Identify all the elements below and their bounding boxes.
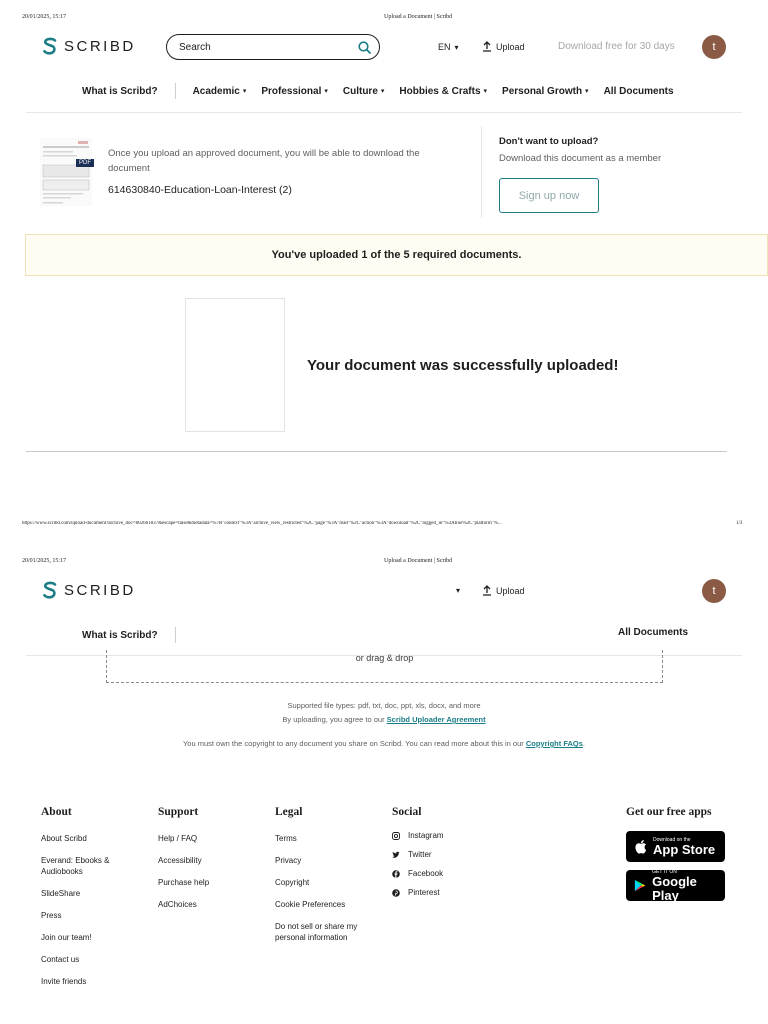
scribd-logo-icon xyxy=(42,37,58,55)
footer-link[interactable]: Everand: Ebooks & Audiobooks xyxy=(41,856,110,876)
nav-all-documents-label: All Documents xyxy=(618,627,689,638)
nav-academic-label: Academic xyxy=(192,85,240,97)
upload-icon xyxy=(482,585,492,596)
scribd-logo[interactable] xyxy=(42,37,136,55)
document-name: 614630840-Education-Loan-Interest (2) xyxy=(108,184,292,196)
social-facebook[interactable] xyxy=(392,869,492,878)
app-store-big: App Store xyxy=(653,841,716,857)
language-label: EN xyxy=(438,42,451,52)
footer-link[interactable]: Purchase help xyxy=(158,878,210,887)
footer-link[interactable]: Accessibility xyxy=(158,856,202,865)
success-message: Your document was successfully uploaded! xyxy=(307,357,619,374)
footer-link[interactable]: About Scribd xyxy=(41,834,87,843)
nav-hobbies-label: Hobbies & Crafts xyxy=(399,85,481,97)
twitter-label: Twitter xyxy=(408,850,432,859)
footer-link[interactable]: AdChoices xyxy=(158,900,197,909)
footer-support-title: Support xyxy=(158,806,199,818)
print-page-title: Upload a Document | Scribd xyxy=(384,14,453,20)
chevron-down-icon: ▾ xyxy=(380,88,385,95)
footer-link[interactable]: Terms xyxy=(275,834,297,843)
pdf-badge: PDF xyxy=(76,159,94,167)
upload-label: Upload xyxy=(496,585,525,596)
alt-title: Don't want to upload? xyxy=(499,136,599,147)
nav-culture[interactable] xyxy=(343,86,385,97)
footer-link[interactable]: Cookie Preferences xyxy=(275,900,346,909)
pinterest-icon xyxy=(392,889,400,897)
upload-dropzone[interactable] xyxy=(106,650,663,683)
upload-button[interactable] xyxy=(482,41,525,52)
chevron-down-icon[interactable]: ▾ xyxy=(456,586,461,595)
uploader-agreement-line xyxy=(0,715,768,724)
footer-support xyxy=(158,806,258,910)
free-trial-link[interactable]: Download free for 30 days xyxy=(558,41,675,52)
uploader-agreement-link[interactable]: Scribd Uploader Agreement xyxy=(386,715,486,724)
social-twitter[interactable] xyxy=(392,850,492,859)
app-store-small: Download on the xyxy=(653,836,691,843)
footer-social xyxy=(392,806,492,897)
google-play-button[interactable] xyxy=(626,870,725,901)
nav-what-is-scribd[interactable]: What is Scribd? xyxy=(82,85,158,97)
upload-icon xyxy=(482,41,492,52)
footer-link[interactable]: Privacy xyxy=(275,856,302,865)
nav-personal-growth[interactable] xyxy=(502,86,589,97)
copyright-line xyxy=(0,739,768,748)
nav-professional[interactable] xyxy=(261,86,328,97)
uploaded-document-preview xyxy=(185,298,285,432)
footer-about-title: About xyxy=(41,806,72,818)
apple-icon xyxy=(634,839,647,854)
footer-link[interactable]: Invite friends xyxy=(41,977,87,986)
print-date: 20/01/2025, 15:17 xyxy=(22,558,67,564)
print-date: 20/01/2025, 15:17 xyxy=(22,14,67,20)
scribd-logo-icon xyxy=(42,581,58,599)
print-url: https://www.scribd.com/upload-document?archive_doc=802661837&escape=false&metadata=%7B"context"%3A"archive_view_restricted"%2C"page"%3A"read"%2C"action"%3A"download"%2C"logged_in"%3Atrue%2C"platform"%... xyxy=(22,521,502,526)
chevron-down-icon: ▾ xyxy=(324,88,328,95)
twitter-icon xyxy=(392,851,400,859)
nav-divider-line xyxy=(26,112,742,113)
alt-description: Download this document as a member xyxy=(499,153,662,164)
footer-apps-title: Get our free apps xyxy=(626,806,712,818)
nav-all-documents[interactable]: All Documents xyxy=(603,85,674,97)
print-page-number: 1/3 xyxy=(736,521,743,526)
footer-apps xyxy=(626,806,736,901)
nav-all-documents[interactable] xyxy=(618,627,688,638)
document-thumbnail xyxy=(40,138,92,206)
nav-culture-label: Culture xyxy=(342,85,378,97)
social-instagram[interactable] xyxy=(392,831,492,840)
search-box[interactable] xyxy=(166,34,380,60)
facebook-icon xyxy=(392,870,400,878)
footer-about xyxy=(41,806,141,987)
copyright-faqs-link[interactable]: Copyright FAQs xyxy=(525,739,583,748)
footer-link[interactable]: Copyright xyxy=(275,878,310,887)
nav-personal-growth-label: Personal Growth xyxy=(502,85,583,97)
logo-text: SCRIBD xyxy=(64,37,136,55)
nav-hobbies-crafts[interactable] xyxy=(399,86,487,97)
upload-button[interactable] xyxy=(482,585,525,596)
instagram-label: Instagram xyxy=(408,831,444,840)
logo-text: SCRIBD xyxy=(64,581,136,599)
pinterest-label: Pinterest xyxy=(408,888,440,897)
footer-link[interactable]: Contact us xyxy=(41,955,80,964)
chevron-down-icon: ▾ xyxy=(454,42,459,52)
footer-link[interactable]: Help / FAQ xyxy=(158,834,198,843)
top-nav xyxy=(82,83,674,99)
search-icon[interactable] xyxy=(358,41,371,54)
upload-label: Upload xyxy=(496,41,525,52)
upload-info-text: Once you upload an approved document, you will be able to download the document xyxy=(108,148,420,174)
drag-drop-text: or drag & drop xyxy=(355,653,414,663)
nav-divider xyxy=(175,627,176,643)
facebook-label: Facebook xyxy=(408,869,444,878)
copyright-suffix: . xyxy=(582,739,586,748)
footer-link[interactable]: Press xyxy=(41,911,62,920)
scribd-logo[interactable] xyxy=(42,581,136,599)
google-play-small: GET IT ON xyxy=(652,868,677,875)
nav-academic[interactable] xyxy=(193,86,247,97)
footer-link[interactable]: Join our team! xyxy=(41,933,92,942)
footer-social-title: Social xyxy=(392,806,422,818)
footer-legal-title: Legal xyxy=(275,806,303,818)
footer-link[interactable]: SlideShare xyxy=(41,889,81,898)
google-play-big: Google Play xyxy=(652,873,697,903)
footer-link[interactable]: Do not sell or share my personal information xyxy=(275,922,358,942)
search-input[interactable] xyxy=(179,42,339,53)
nav-divider xyxy=(175,83,176,99)
section-divider xyxy=(26,451,727,452)
chevron-down-icon: ▾ xyxy=(242,88,247,95)
agreement-prefix: By uploading, you agree to our xyxy=(282,715,387,724)
chevron-down-icon: ▾ xyxy=(585,88,589,95)
social-pinterest[interactable] xyxy=(392,888,492,897)
supported-types: Supported file types: pdf, txt, doc, ppt, xls, docx, and more xyxy=(287,701,481,710)
footer-legal xyxy=(275,806,375,943)
nav-what-is-scribd[interactable]: What is Scribd? xyxy=(82,629,158,641)
nav-professional-label: Professional xyxy=(261,85,322,97)
card-divider xyxy=(481,126,482,218)
sign-up-button[interactable]: Sign up now xyxy=(499,178,599,213)
document-preview-icon xyxy=(40,138,92,206)
upload-progress-banner: You've uploaded 1 of the 5 required documents. xyxy=(25,234,768,276)
avatar[interactable]: t xyxy=(702,35,726,59)
chevron-down-icon: ▾ xyxy=(483,88,488,95)
app-store-button[interactable] xyxy=(626,831,725,862)
top-nav xyxy=(82,627,176,643)
print-page-title: Upload a Document | Scribd xyxy=(384,558,453,564)
avatar[interactable]: t xyxy=(702,579,726,603)
copyright-prefix: You must own the copyright to any document you share on Scribd. You can read more about this in our xyxy=(182,739,526,748)
google-play-icon xyxy=(634,878,646,893)
instagram-icon xyxy=(392,832,400,840)
language-selector[interactable] xyxy=(438,42,459,52)
